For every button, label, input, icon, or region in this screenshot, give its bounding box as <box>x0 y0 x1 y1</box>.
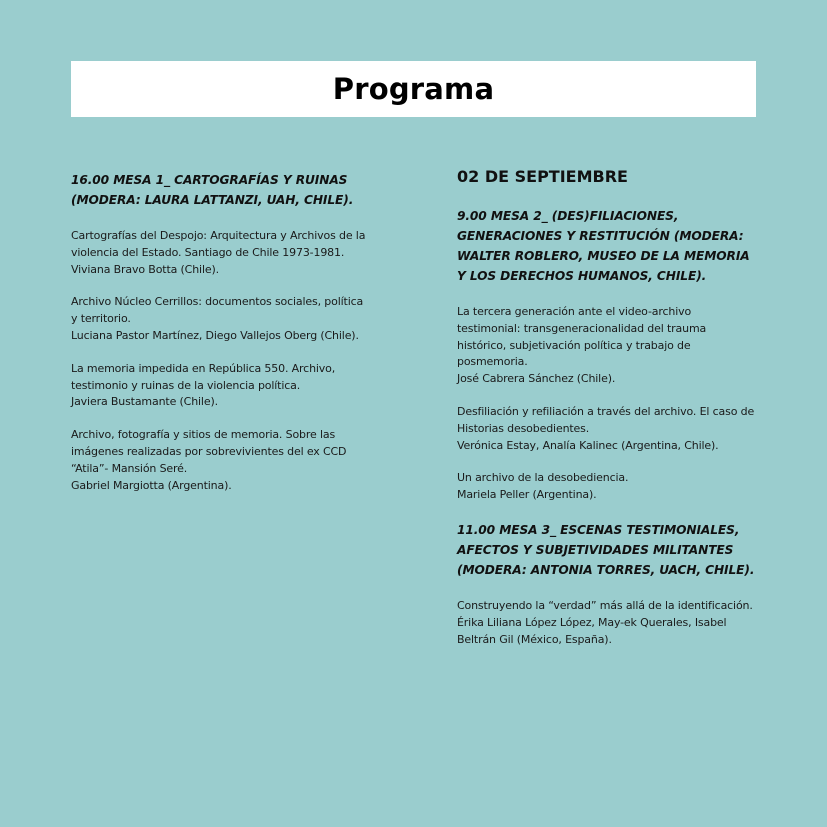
entry-title: Un archivo de la desobediencia. <box>457 471 629 485</box>
date-heading: 02 DE SEPTIEMBRE <box>457 167 628 186</box>
session-3-title: 11.00 MESA 3_ ESCENAS TESTIMONIALES, AFECTOS Y SUBJETIVIDADES MILITANTES (MODERA: ANTONIA TORRES, UACH, CHILE). <box>457 522 755 577</box>
entry-authors: Gabriel Margiotta (Argentina). <box>71 478 232 492</box>
entry-title: Cartografías del Despojo: Arquitectura y Archivos de la violencia del Estado. Santiago de Chile 1973-1981. <box>71 229 366 259</box>
entry-title: Desfiliación y refiliación a través del archivo. El caso de Historias desobedientes. <box>457 404 755 435</box>
entry-authors: Érika Liliana López López, May-ek Querales, Isabel Beltrán Gil (México, España). <box>457 615 727 646</box>
session-1-title <box>71 170 371 210</box>
entry-title: Archivo Núcleo Cerrillos: documentos sociales, política y territorio. <box>71 295 364 326</box>
session-2-title: 9.00 MESA 2_ (DES)FILIACIONES, GENERACIONES Y RESTITUCIÓN (MODERA: WALTER ROBLERO, MUSEO DE LA MEMORIA Y LOS DERECHOS HUMANOS, CHILE). <box>457 209 750 283</box>
left-column <box>71 170 371 510</box>
session-1-title-line1: 16.00 MESA 1_ CARTOGRAFÍAS Y RUINAS <box>71 173 348 187</box>
program-entry <box>71 294 371 344</box>
entry-authors: Verónica Estay, Analía Kalinec (Argentina, Chile). <box>457 438 719 452</box>
entry-title: Archivo, fotografía y sitios de memoria. Sobre las imágenes realizadas por sobrevivientes del ex CCD “Atila”- Mansión Seré. <box>71 428 347 475</box>
title-banner <box>71 61 756 117</box>
entry-title: La memoria impedida en República 550. Archivo, testimonio y ruinas de la violencia política. <box>71 361 336 392</box>
program-entry <box>457 470 757 504</box>
program-entry <box>71 427 371 494</box>
entry-title: La tercera generación ante el video-archivo testimonial: transgeneracionalidad del trauma histórico, subjetivación política y trabajo de posmemoria. <box>457 305 707 369</box>
session-1-title-line2: (MODERA: LAURA LATTANZI, UAH, CHILE). <box>71 193 354 207</box>
program-entry <box>71 361 371 411</box>
program-entry <box>457 304 757 388</box>
entry-authors: Javiera Bustamante (Chile). <box>71 395 218 409</box>
program-entry <box>71 228 371 278</box>
entry-authors: Luciana Pastor Martínez, Diego Vallejos Oberg (Chile). <box>71 328 359 342</box>
entry-authors: Mariela Peller (Argentina). <box>457 488 597 502</box>
page-title: Programa <box>332 72 495 106</box>
entry-authors: Viviana Bravo Botta (Chile). <box>71 262 219 276</box>
entry-title: Construyendo la “verdad” más allá de la identificación. <box>457 598 753 612</box>
program-entry <box>457 404 757 454</box>
program-entry <box>457 598 757 648</box>
right-column <box>457 166 757 664</box>
entry-authors: José Cabrera Sánchez (Chile). <box>457 372 616 386</box>
